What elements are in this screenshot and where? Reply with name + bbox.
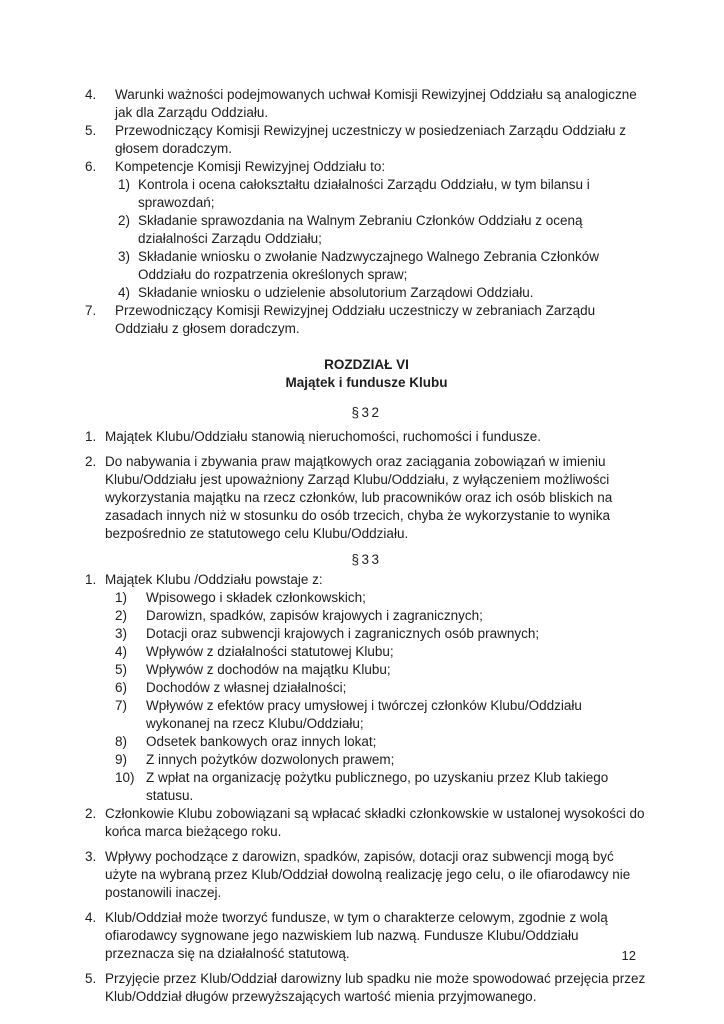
- sublist-item-text: Wpisowego i składek członkowskich;: [146, 590, 366, 605]
- sublist-item-number: 4): [118, 285, 131, 300]
- list-item-number: 1.: [85, 429, 97, 444]
- list-item-7: [85, 302, 648, 338]
- sublist-item-10: [115, 769, 648, 805]
- list-item-number: 7.: [85, 303, 97, 318]
- list-item-text: Przewodniczący Komisji Rewizyjnej Oddziału uczestniczy w zebraniach Zarządu Oddziału z głosem doradczym.: [115, 303, 596, 336]
- sublist-item-1: [115, 589, 648, 607]
- sublist-item-text: Wpływów z działalności statutowej Klubu;: [146, 644, 394, 659]
- list-item-6: [85, 158, 648, 302]
- list-item-text: Majątek Klubu /Oddziału powstaje z:: [105, 572, 323, 587]
- section-heading-32: §32: [351, 405, 382, 420]
- sublist-item-8: [115, 733, 648, 751]
- list-item-number: 4.: [85, 910, 97, 925]
- list-item-2: [85, 453, 648, 543]
- list-item-text: Do nabywania i zbywania praw majątkowych oraz zaciągania zobowiązań w imieniu Klubu/Oddziału jest upoważniony Zarząd Klubu/Oddziału, z wyłączeniem możliwości wykorzystania majątku na rzecz członków, lub pracowników oraz ich osób bliskich na zasadach innych niż w stosunku do osób trzecich, chyba że wykorzystanie to wynika bezpośrednio ze statutowego celu Klubu/Oddziału.: [105, 454, 613, 541]
- list-item-text: Klub/Oddział może tworzyć fundusze, w tym o charakterze celowym, zgodnie z wolą ofiarodawcy sygnowane jego nazwiskiem lub nazwą. Fundusze Klubu/Oddziału przeznacza się na działalność statutową.: [105, 910, 608, 961]
- section-33-list: [85, 571, 648, 1006]
- sublist-item-2: [118, 212, 648, 248]
- list-item-number: 1.: [85, 572, 97, 587]
- list-item-2: [85, 805, 648, 841]
- sublist-item-6: [115, 679, 648, 697]
- majatek-sublist: [115, 589, 648, 805]
- list-item-number: 6.: [85, 159, 97, 174]
- sublist-item-text: Wpływów z dochodów na majątku Klubu;: [146, 662, 391, 677]
- sublist-item-number: 6): [115, 680, 128, 695]
- section-heading-33: §33: [351, 552, 382, 567]
- sublist-item-number: 2): [115, 608, 128, 623]
- sublist-item-number: 3): [118, 249, 131, 264]
- list-item-number: 5.: [85, 123, 97, 138]
- sublist-item-4: [115, 643, 648, 661]
- komisja-sublist: [118, 176, 648, 302]
- list-item-text: Kompetencje Komisji Rewizyjnej Oddziału to:: [115, 159, 386, 174]
- list-item-text: Członkowie Klubu zobowiązani są wpłacać składki członkowskie w ustalonej wysokości do końca marca bieżącego roku.: [105, 806, 645, 839]
- list-item-4: [85, 909, 648, 963]
- list-item-text: Przyjęcie przez Klub/Oddział darowizny lub spadku nie może spowodować przejęcia przez Klub/Oddział długów przewyższających wartość mienia przyjmowanego.: [105, 971, 646, 1004]
- sublist-item-text: Odsetek bankowych oraz innych lokat;: [146, 734, 377, 749]
- list-item-3: [85, 848, 648, 902]
- sublist-item-2: [115, 607, 648, 625]
- sublist-item-number: 3): [115, 626, 128, 641]
- sublist-item-3: [115, 625, 648, 643]
- sublist-item-text: Wpływów z efektów pracy umysłowej i twórczej członków Klubu/Oddziału wykonanej na rzecz Klubu/Oddziału;: [146, 698, 582, 731]
- sublist-item-5: [115, 661, 648, 679]
- sublist-item-4: [118, 284, 648, 302]
- sublist-item-number: 5): [115, 662, 128, 677]
- list-item-text: Majątek Klubu/Oddziału stanowią nieruchomości, ruchomości i fundusze.: [105, 429, 541, 444]
- list-item-number: 5.: [85, 971, 97, 986]
- sublist-item-text: Dotacji oraz subwencji krajowych i zagranicznych osób prawnych;: [146, 626, 540, 641]
- sublist-item-text: Kontrola i ocena całokształtu działalności Zarządu Oddziału, w tym bilansu i sprawozdań;: [138, 177, 590, 210]
- sublist-item-number: 10): [115, 770, 135, 785]
- sublist-item-7: [115, 697, 648, 733]
- list-item-text: Wpływy pochodzące z darowizn, spadków, zapisów, dotacji oraz subwencji mogą być użyte na wybraną przez Klub/Oddział dowolną realizację jego celu, o ile ofiarodawcy nie postanowili inaczej.: [105, 849, 631, 900]
- page-number: 12: [621, 948, 636, 963]
- sublist-item-number: 9): [115, 752, 128, 767]
- sublist-item-text: Darowizn, spadków, zapisów krajowych i zagranicznych;: [146, 608, 483, 623]
- sublist-item-9: [115, 751, 648, 769]
- sublist-item-text: Z innych pożytków dozwolonych prawem;: [146, 752, 395, 767]
- list-item-number: 2.: [85, 454, 97, 469]
- list-item-5: [85, 970, 648, 1006]
- chapter-title: ROZDZIAŁ VI: [324, 357, 409, 372]
- list-item-5: [85, 122, 648, 158]
- list-item-4: [85, 86, 648, 122]
- list-item-1: [85, 571, 648, 805]
- chapter-subtitle: Majątek i fundusze Klubu: [285, 375, 448, 390]
- list-item-number: 3.: [85, 849, 97, 864]
- komisja-list: [85, 86, 648, 338]
- list-item-1: [85, 428, 648, 446]
- sublist-item-3: [118, 248, 648, 284]
- sublist-item-text: Z wpłat na organizację pożytku publicznego, po uzyskaniu przez Klub takiego statusu.: [146, 770, 609, 803]
- sublist-item-number: 1): [118, 177, 131, 192]
- sublist-item-number: 1): [115, 590, 128, 605]
- sublist-item-text: Składanie wniosku o zwołanie Nadzwyczajnego Walnego Zebrania Członków Oddziału do rozpatrzenia określonych spraw;: [138, 249, 599, 282]
- sublist-item-number: 4): [115, 644, 128, 659]
- chapter-heading: [85, 356, 648, 392]
- list-item-number: 2.: [85, 806, 97, 821]
- sublist-item-1: [118, 176, 648, 212]
- sublist-item-text: Składanie sprawozdania na Walnym Zebraniu Członków Oddziału z oceną działalności Zarządu Oddziału;: [138, 213, 583, 246]
- list-item-text: Przewodniczący Komisji Rewizyjnej uczestniczy w posiedzeniach Zarządu Oddziału z głosem doradczym.: [115, 123, 626, 156]
- sublist-item-number: 7): [115, 698, 128, 713]
- sublist-item-text: Składanie wniosku o udzielenie absolutorium Zarządowi Oddziału.: [138, 285, 534, 300]
- sublist-item-text: Dochodów z własnej działalności;: [146, 680, 347, 695]
- list-item-number: 4.: [85, 87, 97, 102]
- sublist-item-number: 2): [118, 213, 131, 228]
- section-32-list: [85, 428, 648, 543]
- sublist-item-number: 8): [115, 734, 128, 749]
- list-item-text: Warunki ważności podejmowanych uchwał Komisji Rewizyjnej Oddziału są analogiczne jak dla Zarządu Oddziału.: [115, 87, 637, 120]
